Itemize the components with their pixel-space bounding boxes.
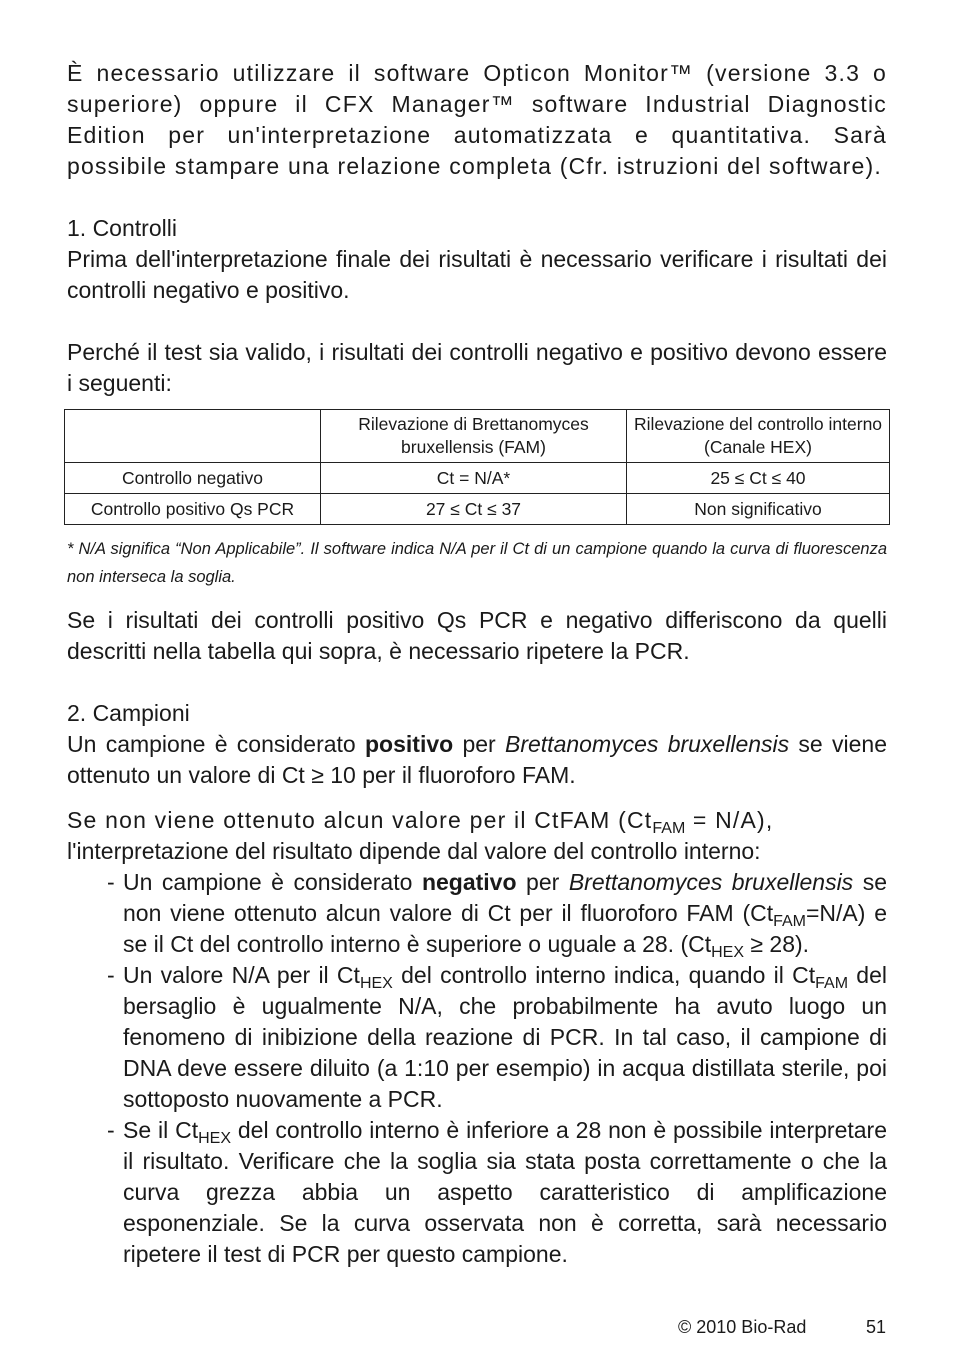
table-cell: Controllo positivo Qs PCR [65, 494, 321, 525]
campioni-paragraph-2: Se non viene ottenuto alcun valore per il CtFAM $(Ct_{FAM} = N/A)$, l'interpretazione del risultato dipende dal valore del controllo interno: [67, 807, 774, 864]
table-header-cell: Rilevazione del controllo interno (Canale HEX) [627, 410, 890, 463]
controlli-paragraph-1: Prima dell'interpretazione finale dei risultati è necessario verificare i risultati dei controlli negativo e positivo. [67, 246, 887, 303]
interpretation-list [67, 867, 887, 1270]
list-item: - Un campione è considerato negativo per Brettanomyces bruxellensis se non viene ottenuto alcun valore di Ct per il fluoroforo FAM $(Ct_{FAM}=N/A)$ e se il Ct del controllo interno è superiore o uguale a 28. $(Ct_{HEX} \ge 28)$. [107, 869, 888, 961]
copyright-text: © 2010 Bio-Rad [678, 1317, 807, 1337]
table-cell: 27 ≤ Ct ≤ 37 [321, 494, 627, 525]
table-header-row [65, 410, 890, 463]
controlli-paragraph-2: Perché il test sia valido, i risultati dei controlli negativo e positivo devono essere i seguenti: [67, 339, 887, 396]
intro-paragraph: È necessario utilizzare il software Opticon Monitor™ (versione 3.3 o superiore) oppure il CFX Manager™ software Industrial Diagnostic Edition per un'interpretazione automatizzata e quantitativa. Sarà possibile stampare una relazione completa (Cfr. istruzioni del software). [67, 60, 887, 179]
table-cell: Non significativo [627, 494, 890, 525]
list-item: - Se il $Ct_{HEX}$ del controllo interno è inferiore a 28 non è possibile interpretare il risultato. Verificare che la soglia sia stata posta correttamente o che la curva grezza abbia un aspetto caratteristico di amplificazione esponenziale. Se la curva osservata non è corretta, sarà necessario ripetere il test di PCR per questo campione. [107, 1117, 887, 1267]
table-cell: 25 ≤ Ct ≤ 40 [627, 463, 890, 494]
table-header-cell [65, 410, 321, 463]
document-page [67, 58, 887, 1270]
table-header-cell: Rilevazione di Brettanomyces bruxellensis (FAM) [321, 410, 627, 463]
positivo-bold: positivo [365, 731, 454, 757]
table-row [65, 463, 890, 494]
table-footnote: * N/A significa “Non Applicabile”. Il software indica N/A per il Ct di un campione quando la curva di fluorescenza non interseca la soglia. [67, 540, 887, 586]
table-cell: Ct = N/A* [321, 463, 627, 494]
page-number: 51 [866, 1317, 887, 1337]
campioni-paragraph-1: Un campione è considerato positivo per Brettanomyces bruxellensis se viene ottenuto un valore di Ct ≥ 10 per il fluoroforo FAM. [67, 731, 887, 788]
species-italic: Brettanomyces bruxellensis [505, 731, 790, 757]
controls-table [64, 409, 890, 525]
table-cell: Controllo negativo [65, 463, 321, 494]
list-item: - Un valore N/A per il $Ct_{HEX}$ del controllo interno indica, quando il $Ct_{FAM}$ del bersaglio è ugualmente N/A, che probabilmente ha avuto luogo un fenomeno di inibizione della reazione di PCR. In tal caso, il campione di DNA deve essere diluito (a 1:10 per esempio) in acqua distillata sterile, poi sottoposto nuovamente a PCR. [107, 962, 887, 1112]
section-heading-campioni: 2. Campioni [67, 700, 190, 726]
section-heading-controlli: 1. Controlli [67, 215, 177, 241]
table-row [65, 494, 890, 525]
controlli-paragraph-3: Se i risultati dei controlli positivo Qs PCR e negativo differiscono da quelli descritti nella tabella qui sopra, è necessario ripetere la PCR. [67, 607, 887, 664]
